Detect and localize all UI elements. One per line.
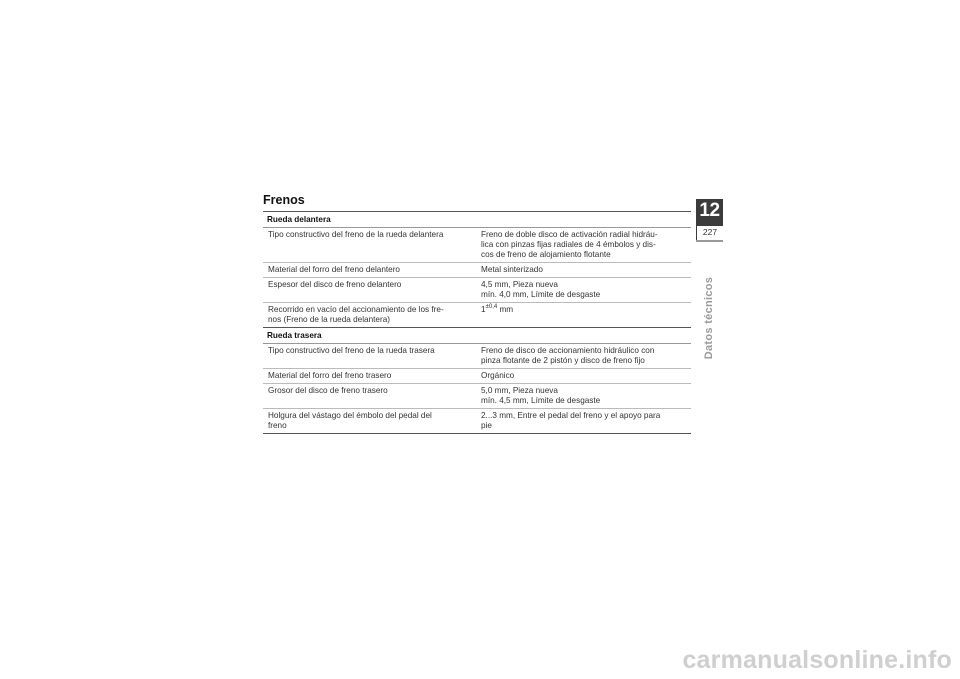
spec-label-line: freno <box>268 421 287 430</box>
spec-label-line: Recorrido en vacío del accionamiento de los fre- <box>268 305 444 314</box>
spec-value-line: 2...3 mm, Entre el pedal del freno y el apoyo para <box>481 411 661 420</box>
chapter-side-label <box>694 272 724 364</box>
spec-value-line: Freno de doble disco de activación radial hidráu- <box>481 230 658 239</box>
spec-value <box>469 384 691 408</box>
spec-row <box>263 369 691 384</box>
spec-label: Espesor del disco de freno delantero <box>268 280 402 289</box>
section-title: Frenos <box>263 193 305 207</box>
spec-value-line: Freno de disco de accionamiento hidráulico con <box>481 346 655 355</box>
spec-row <box>263 344 691 369</box>
spec-value-line: lica con pinzas fijas radiales de 4 émbolos y dis- <box>481 240 656 249</box>
spec-value <box>469 344 691 368</box>
spec-label: Material del forro del freno trasero <box>268 371 392 380</box>
spec-value <box>469 263 691 277</box>
group-heading-rear: Rueda trasera <box>263 328 691 344</box>
chapter-side-label-text: Datos técnicos <box>703 276 715 360</box>
spec-label-line: Holgura del vástago del émbolo del pedal del <box>268 411 432 420</box>
spec-row <box>263 409 691 434</box>
spec-label-line: nos (Freno de la rueda delantera) <box>268 315 390 324</box>
spec-label <box>263 409 469 433</box>
spec-value-line: 4,5 mm, Pieza nueva <box>481 280 558 289</box>
spec-value-line: 5,0 mm, Pieza nueva <box>481 386 558 395</box>
brakes-spec-table <box>263 211 691 434</box>
spec-row <box>263 384 691 409</box>
spec-value <box>469 303 691 327</box>
spec-label: Tipo constructivo del freno de la rueda delantera <box>268 230 444 239</box>
value-tolerance: ±0,4 <box>485 304 498 310</box>
spec-label <box>263 303 469 327</box>
spec-value-line: mín. 4,0 mm, Límite de desgaste <box>481 290 601 299</box>
spec-value <box>469 278 691 302</box>
spec-value-line: pinza flotante de 2 pistón y disco de freno fijo <box>481 356 645 365</box>
chapter-number: 12 <box>699 200 720 221</box>
spec-value-line: Metal sinterizado <box>481 265 543 274</box>
value-base: 1 <box>481 305 486 314</box>
page-number-underline <box>696 240 723 242</box>
spec-label: Grosor del disco de freno trasero <box>268 386 388 395</box>
spec-value <box>469 369 691 383</box>
spec-row <box>263 228 691 263</box>
spec-value <box>469 228 691 262</box>
spec-row <box>263 278 691 303</box>
spec-label: Tipo constructivo del freno de la rueda trasera <box>268 346 435 355</box>
spec-value-line: cos de freno de alojamiento flotante <box>481 250 611 259</box>
chapter-tab <box>696 199 723 241</box>
page-number: 227 <box>696 226 723 241</box>
group-heading-front: Rueda delantera <box>263 212 691 228</box>
spec-label: Material del forro del freno delantero <box>268 265 400 274</box>
spec-value-line: pie <box>481 421 492 430</box>
spec-value <box>469 409 691 433</box>
watermark: carmanualsonline.info <box>682 646 952 674</box>
spec-row <box>263 303 691 328</box>
spec-value-line: Orgánico <box>481 371 515 380</box>
spec-value-line: mín. 4,5 mm, Límite de desgaste <box>481 396 601 405</box>
spec-row <box>263 263 691 278</box>
value-unit: mm <box>497 305 514 314</box>
